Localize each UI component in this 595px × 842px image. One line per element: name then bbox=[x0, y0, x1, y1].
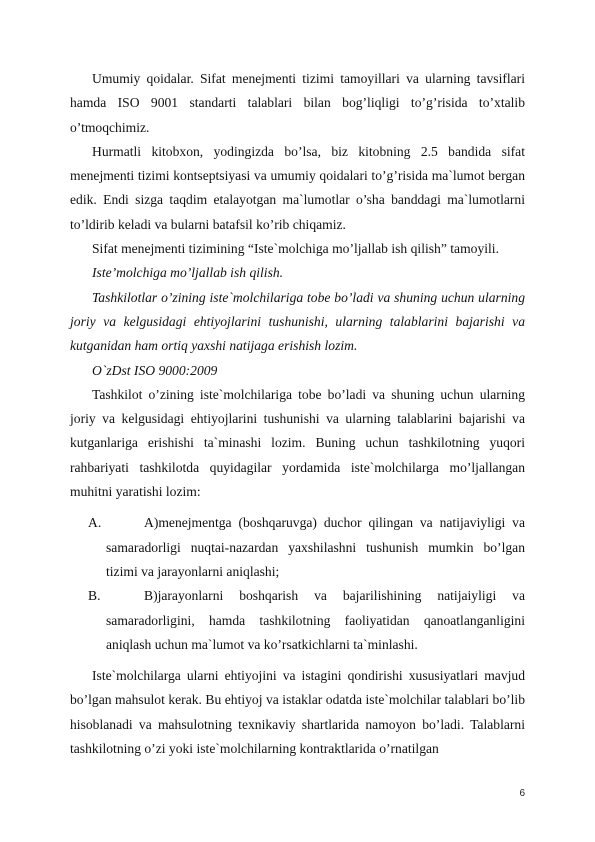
list-marker: B. bbox=[88, 588, 101, 604]
paragraph-standard-reference: O`zDst ISO 9000:2009 bbox=[92, 362, 218, 378]
paragraph-consumer-needs: Iste`molchilarga ularni ehtiyojini va istagini qondirishi xususiyatlari mavjud bo’lgan mahsulot kerak. Bu ehtiyoj va istaklar odatda iste`molchilar talablari bo’lib hisoblanadi va mahsulotning texnikaviy shartlarida namoyon bo’ladi. Talablarni tashkilotning o’zi yoki iste`molchilarning kontraktlarida o’rnatilgan bbox=[70, 668, 525, 757]
list-item-text: B)jarayonlarni boshqarish va bajarilishining natijaiyligi va samaradorligini, hamda tashkilotning faoliyatidan qanoatlanganligini aniqlash uchun ma`lumot va ko’rsatkichlarni ta`minlashi. bbox=[106, 588, 525, 652]
paragraph-principle-heading: Iste’molchiga mo’ljallab ish qilish. bbox=[92, 265, 284, 281]
list-item-text: A)menejmentga (boshqaruvga) duchor qilingan va natijaviyligi va samaradorligi nuqtai-nazardan yaxshilashni tushunish mumkin bo’lgan tizimi va jarayonlarni aniqlashi; bbox=[106, 515, 525, 579]
paragraph-principle-title: Sifat menejmenti tizimining “Iste`molchiga mo’ljallab ish qilish” tamoyili. bbox=[92, 241, 499, 257]
page-number: 6 bbox=[519, 788, 525, 799]
page-content bbox=[70, 67, 525, 761]
list-item bbox=[70, 511, 525, 584]
paragraph-organization-requirements: Tashkilot o’zining iste`molchilariga tobe bo’ladi va shuning uchun ularning joriy va kelgusidagi ehtiyojlarini tushunishi va ularning talablarini bajarishi va kutganlariga erishishi ta`minashi lozim. Buning uchun tashkilotning yuqori rahbariyati tashkilotda quyidagilar yordamida iste`molchilarga mo’ljallangan muhitni yaratishi lozim: bbox=[70, 386, 525, 500]
paragraph-reader-note: Hurmatli kitobxon, yodingizda bo’lsa, biz kitobning 2.5 bandida sifat menejmenti tizimi kontseptsiyasi va umumiy qoidalari to’g’risida ma`lumot bergan edik. Endi sizga taqdim etalayotgan ma`lumotlar o’sha banddagi ma`lumotlarni to’ldirib keladi va bularni batafsil ko’rib chiqamiz. bbox=[70, 143, 525, 232]
paragraph-principle-definition: Tashkilotlar o’zining iste`molchilariga tobe bo’ladi va shuning uchun ularning joriy va kelgusidagi ehtiyojlarini tushunishi, ularning talablarini bajarishi va kutganidan ham ortiq yaxshi natijaga erishish lozim. bbox=[70, 289, 525, 354]
paragraph-general-rules: Umumiy qoidalar. Sifat menejmenti tizimi tamoyillari va ularning tavsiflari hamda ISO 9001 standarti talablari bilan bog’liqligi to’g’risida to’xtalib o’tmoqchimiz. bbox=[70, 71, 525, 135]
list-item bbox=[70, 584, 525, 657]
requirements-list bbox=[70, 511, 525, 657]
list-marker: A. bbox=[88, 515, 102, 531]
